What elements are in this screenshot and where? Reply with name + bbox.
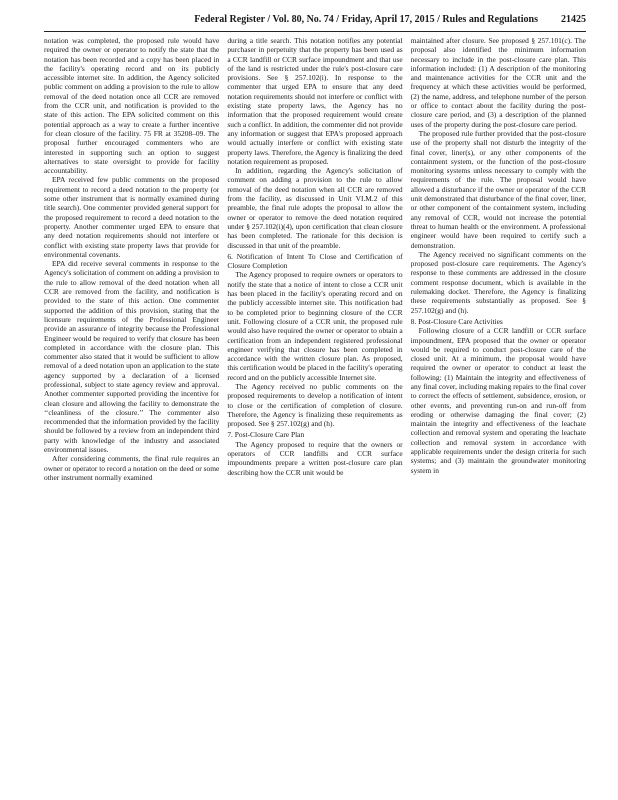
running-header [44, 14, 586, 30]
paragraph: EPA did receive several comments in response to the Agency's solicitation of comment on adding a provision to the rule to allow removal of the deed notation when all CCR are removed from the facility, and notification is provided to the state of this action. One commenter supported the addition of this provision, stating that the licensure requirements of the Professional Engineer provide an assurance of integrity because the Professional Engineer would be required to verify that closure has been completed in accordance with the closure plan. This commenter also stated that it would be sufficient to allow removal of a deed notation upon an application to the state agency supported by a declaration of a licensed professional, subject to state agency review and approval. Another commenter supported providing the incentive for clean closure and allowing the facility to demonstrate the ‘‘cleanliness of the closure.’’ The commenter also recommended that the information provided by the facility should be followed by a review from an independent third party with knowledge of the industry and associated environmental issues. [44, 259, 220, 455]
paragraph: Following closure of a CCR landfill or CCR surface impoundment, EPA proposed that the owner or operator would be required to conduct post-closure care of the closed unit. At a minimum, the proposal would have required the owner or operator to conduct at least the following: (1) Maintain the integrity and effectiveness of any final cover, including making repairs to the final cover to correct the effects of settlement, subsidence, erosion, or other events, and preventing run-on and run-off from eroding or otherwise damaging the final cover; (2) maintain the integrity and effectiveness of the leachate collection and removal system and operating the leachate collection and removal system in accordance with applicable requirements under the design criteria for such systems; and (3) maintain the groundwater monitoring system in [410, 326, 586, 475]
paragraph: In addition, regarding the Agency's solicitation of comment on adding a provision to the rule to allow removal of the deed notation when all CCR are removed from the facility, as discussed in Unit VI.M.2 of this preamble, the final rule adopts the proposal to allow the owner or operator to remove the deed notation required under § 257.102(i)(4), upon certification that clean closure has been completed. The rationale for this decision is discussed in that unit of the preamble. [227, 166, 403, 250]
page-number: 21425 [561, 14, 586, 25]
paragraph: during a title search. This notation notifies any potential purchaser in perpetuity that the property has been used as a CCR landfill or CCR surface impoundment and that use of the land is restricted under the rule's post-closure care provisions. See § 257.102(i). In response to the commenter that urged EPA to ensure that any deed notation requirements should not interfere or conflict with existing state property laws, the Agency has no information that the proposed requirement would create such a conflict. In addition, the commenter did not provide any information or suggest that EPA's proposed approach would actually interfere or conflict with existing state property laws. Therefore, the Agency is finalizing the deed notation requirement as proposed. [227, 36, 403, 166]
paragraph: The Agency received no significant comments on the proposed post-closure care requirements. The Agency's response to these comments are addressed in the closure comment response document, which is available in the rulemaking docket. Therefore, the Agency is finalizing these requirements substantially as proposed. See § 257.102(g) and (h). [410, 249, 586, 315]
section-heading: 6. Notification of Intent To Close and Certification of Closure Completion [227, 251, 403, 271]
paragraph: The Agency proposed to require that the owners or operators of CCR landfills and CCR surface impoundments prepare a written post-closure care plan describing how the CCR unit would be [227, 439, 403, 477]
header-citation: Federal Register / Vol. 80, No. 74 / Friday, April 17, 2015 / Rules and Regulations [194, 14, 538, 25]
paragraph: EPA received few public comments on the proposed requirement to record a deed notation to the property (or some other instrument that is normally examined during title search). One commenter provided general support for the proposed requirement to record a deed notation to the property. Another commenter urged EPA to ensure that any deed notation requirements should not interfere or conflict with existing state property laws that provide for environmental covenants. [44, 175, 220, 259]
column-left [44, 36, 219, 788]
paragraph: The proposed rule further provided that the post-closure use of the property shall not disturb the integrity of the final cover, liner(s), or any other components of the containment system, or the function of the post-closure monitoring systems unless necessary to comply with the requirements of the rule. The proposal would have allowed a disturbance if the owner or operator of the CCR unit demonstrated that disturbance of the final cover, liner, or other component of the containment system, including any removal of CCR, would not increase the potential threat to human health or the environment. A professional engineer would have been required to certify such a demonstration. [410, 128, 586, 250]
section-heading: 8. Post-Closure Care Activities [410, 316, 503, 326]
paragraph: The Agency proposed to require owners or operators to notify the state that a notice of intent to close a CCR unit has been placed in the facility's operating record and on the publicly accessible internet site. This notification had to be completed prior to beginning closure of the CCR unit. Following closure of a CCR unit, the proposed rule would also have required the owner or operator to obtain a certification from an independent registered professional engineer verifying that closure has been completed in accordance with the written closure plan. As proposed, this certification would be placed in the facility's operating record and on the publicly accessible Internet site. [227, 270, 403, 382]
paragraph: notation was completed, the proposed rule would have required the owner or operator to notify the state that the notation has been recorded and a copy has been placed in the facility's operating record and on its publicly accessible internet site. In addition, the Agency solicited public comment on adding a provision to the rule to allow removal of the deed notation once all CCR are removed from the CCR unit, and notification is provided to the state of this action. The EPA solicited comment on this potential approach as a way to create a further incentive for clean closure of the facility. 75 FR at 35208–09. The proposal further encouraged commenters who are interested in supporting such an option to suggest alternatives to state oversight to provide for facility accountability. [44, 36, 220, 176]
column-middle [227, 36, 402, 788]
paragraph: maintained after closure. See proposed § 257.101(c). The proposal also identified the minimum information necessary to include in the post-closure care plan. This information included: (1) A description of the monitoring and maintenance activities for the CCR unit and the frequency at which these activities would be performed, (2) the name, address, and telephone number of the person or office to contact about the facility during the post-closure care period, and (3) a description of the planned uses of the property during the post-closure care period. [410, 36, 586, 129]
text-columns [44, 36, 586, 788]
column-right [411, 36, 586, 788]
paragraph: The Agency received no public comments on the proposed requirements to develop a notification of intent to close or the certification of completion of closure. Therefore, the Agency is finalizing these requirements as proposed. See § 257.102(g) and (h). [227, 381, 403, 429]
paragraph: After considering comments, the final rule requires an owner or operator to record a notation on the deed or some other instrument normally examined [44, 454, 220, 482]
section-heading: 7. Post-Closure Care Plan [227, 430, 305, 440]
header-rule [44, 31, 586, 32]
